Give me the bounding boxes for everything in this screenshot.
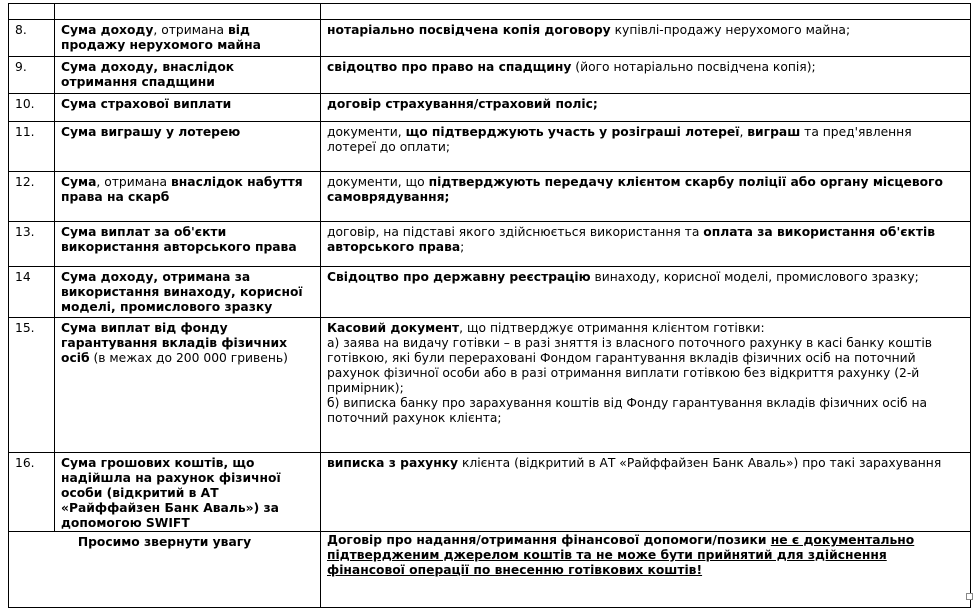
table-row (9, 318, 971, 453)
table-row (9, 453, 971, 532)
supporting-document-cell (321, 4, 971, 20)
note-label: Просимо звернути увагу (9, 532, 321, 608)
text-run: свідоцтво про право на спадщину (327, 60, 572, 74)
row-number: 11. (9, 122, 55, 172)
income-type-cell (55, 122, 321, 172)
supporting-document-cell (321, 318, 971, 453)
row-number: 13. (9, 222, 55, 267)
income-type-cell (55, 20, 321, 57)
text-run: Сума доходу (61, 23, 154, 37)
text-run: підтверджують передачу клієнтом скарбу поліції або органу місцевого самоврядування; (327, 175, 943, 204)
text-run: (його нотаріально посвідчена копія); (571, 60, 816, 74)
income-type-cell (55, 222, 321, 267)
row-number: 15. (9, 318, 55, 453)
note-row (9, 532, 971, 608)
text-run: Сума виплат від фонду гарантування вкладів фізичних осіб (61, 321, 288, 365)
table-row (9, 57, 971, 94)
income-type-cell (55, 172, 321, 222)
supporting-document-cell (321, 222, 971, 267)
text-run: , отримана (96, 175, 171, 189)
table-row (9, 94, 971, 122)
supporting-document-cell (321, 57, 971, 94)
text-run: Сума виграшу у лотерею (61, 125, 241, 139)
text-run: б) виписка банку про зарахування коштів від Фонду гарантування вкладів фізичних осіб на поточний рахунок клієнта; (327, 396, 928, 425)
supporting-document-cell (321, 122, 971, 172)
supporting-document-cell (321, 94, 971, 122)
table-row (9, 20, 971, 57)
row-number: 14 (9, 267, 55, 318)
text-run: від продажу нерухомого майна (61, 23, 261, 52)
row-number: 8. (9, 20, 55, 57)
supporting-document-cell (321, 20, 971, 57)
row-number: 9. (9, 57, 55, 94)
text-run: (в межах до 200 000 гривень) (89, 351, 288, 365)
text-run: виписка з рахунку (327, 456, 459, 470)
income-type-cell (55, 318, 321, 453)
text-run: клієнта (відкритий в АТ «Райффайзен Банк Аваль») про такі зарахування (458, 456, 942, 470)
note-text-emph: не є документально підтвердженим джерелом коштів та не може бути прийнятий для здійснення фінансової операції по внесенню готівкових коштів! (327, 533, 915, 577)
text-run: внаслідок набуття права на скарб (61, 175, 303, 204)
supporting-document-cell (321, 172, 971, 222)
table-row (9, 222, 971, 267)
text-run: що підтверджують участь у розіграші лотереї (405, 125, 740, 139)
text-run: та пред'явлення лотереї до оплати; (327, 125, 912, 154)
income-type-cell (55, 267, 321, 318)
text-run: , що підтверджує отримання клієнтом готівки: (459, 321, 765, 335)
table-row (9, 172, 971, 222)
row-number: 10. (9, 94, 55, 122)
note-text-prefix: Договір про надання/отримання фінансової допомоги/позики (327, 533, 771, 547)
text-run: Свідоцтво про державну реєстрацію (327, 270, 591, 284)
text-run: виграш (747, 125, 801, 139)
text-run: документи, що (327, 175, 429, 189)
text-run: Сума доходу, отримана за використання винаходу, корисної моделі, промислового зразку (61, 270, 303, 314)
row-number: 12. (9, 172, 55, 222)
supporting-document-cell (321, 267, 971, 318)
text-run: документи, (327, 125, 406, 139)
text-run: нотаріально посвідчена копія договору (327, 23, 611, 37)
text-run: Сума (61, 175, 97, 189)
income-type-cell (55, 453, 321, 532)
text-run: винаходу, корисної моделі, промислового зразку; (590, 270, 919, 284)
supporting-document-cell (321, 453, 971, 532)
text-run: Касовий документ (327, 321, 460, 335)
table-row (9, 122, 971, 172)
text-run: а) заява на видачу готівки – в разі зняття із власного поточного рахунку в касі банку коштів готівкою, які були перераховані Фондом гарантування вкладів фізичних осіб на поточний рахунок фізичної особи або в разі отримання виплати готівкою без відкриття рахунку (2-й примірник); (327, 336, 933, 395)
table-row (9, 267, 971, 318)
row-number (9, 4, 55, 20)
text-run: Сума доходу, внаслідок отримання спадщини (61, 60, 235, 89)
text-run: договір, на підставі якого здійснюється використання та (327, 225, 704, 239)
text-run: ; (460, 240, 465, 254)
text-run: купівлі-продажу нерухомого майна; (610, 23, 851, 37)
text-run: оплата за використання об'єктів авторського права (327, 225, 936, 254)
note-text (321, 532, 971, 608)
income-type-cell (55, 57, 321, 94)
text-run: Сума виплат за об'єкти використання авторського права (61, 225, 297, 254)
resize-handle[interactable] (966, 593, 973, 600)
row-number: 16. (9, 453, 55, 532)
documents-table (8, 3, 971, 608)
text-run: договір страхування/страховий поліс; (327, 97, 598, 111)
text-run: , отримана (153, 23, 228, 37)
text-run: Сума грошових коштів, що надійшла на рахунок фізичної особи (відкритий в АТ «Райффайзен Банк Аваль») за допомогою SWIFT (61, 456, 281, 530)
table-row (9, 4, 971, 20)
text-run: , (739, 125, 748, 139)
income-type-cell (55, 94, 321, 122)
income-type-cell (55, 4, 321, 20)
text-run: Сума страхової виплати (61, 97, 232, 111)
